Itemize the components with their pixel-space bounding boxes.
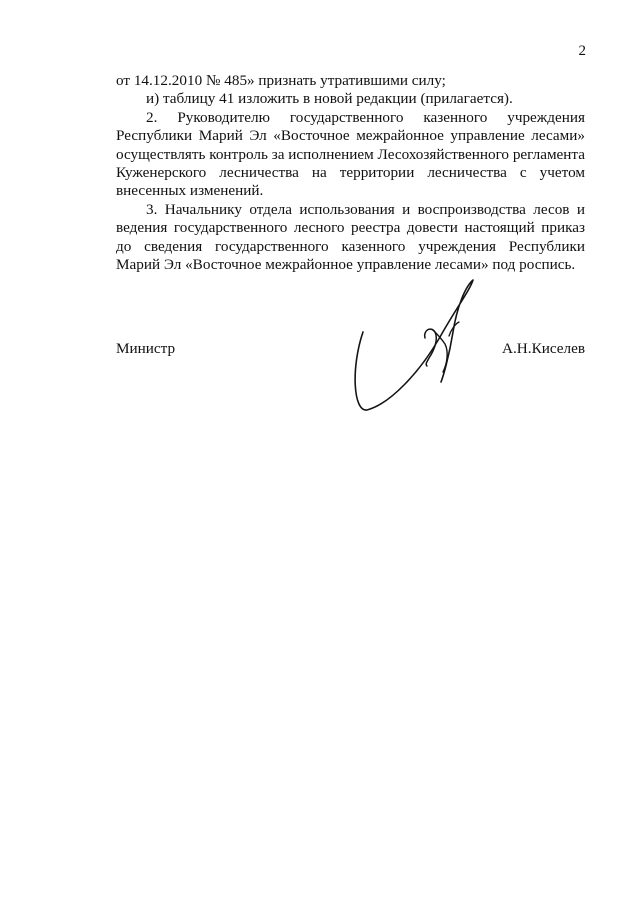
paragraph-clause-2: 2. Руководителю государственного казенного учреждения Республики Марий Эл «Восточное межрайонное управление лесами» осуществлять контроль за исполнением Лесохозяйственного регламента Куженерского лесничества на территории лесничества с учетом внесенных изменений. — [116, 108, 585, 200]
paragraph-continuation: от 14.12.2010 № 485» признать утратившими силу; — [116, 72, 446, 89]
document-body — [116, 72, 585, 274]
signer-position: Министр — [116, 340, 176, 357]
signer-name: А.Н.Киселев — [502, 340, 585, 357]
signature-stroke-loop — [425, 329, 437, 366]
paragraph-item-i: и) таблицу 41 изложить в новой редакции (прилагается). — [146, 90, 513, 108]
paragraph-clause-3: 3. Начальнику отдела использования и воспроизводства лесов и ведения государственного лесного реестра довести настоящий приказ до сведения государственного казенного учреждения Республики Марий Эл «Восточное межрайонное управление лесами» под роспись. — [116, 200, 585, 274]
signature-stroke-main — [355, 280, 473, 410]
handwritten-signature — [345, 272, 485, 417]
page-number: 2 — [578, 43, 586, 59]
